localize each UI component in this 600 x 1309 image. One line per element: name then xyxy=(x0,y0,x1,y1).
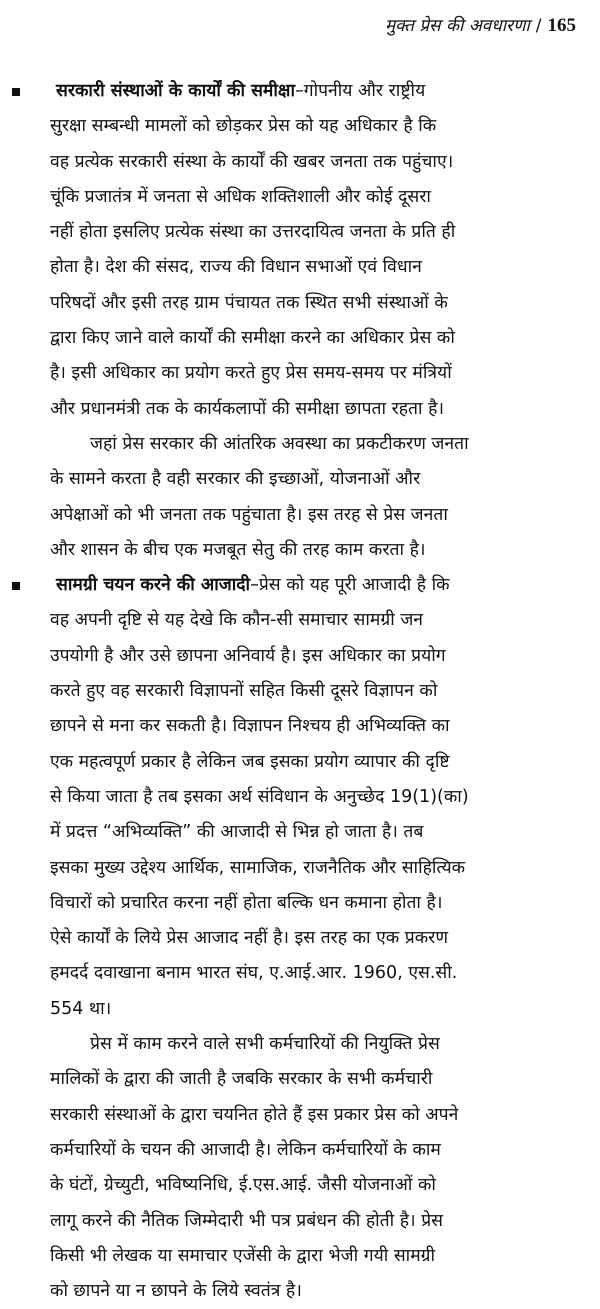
text-line: नहीं होता इसलिए प्रत्येक संस्था का उत्तरदायित्व जनता के प्रति ही xyxy=(50,222,456,243)
bullet-heading-selection: सामग्री चयन करने की आजादी xyxy=(56,575,251,596)
text-line: मालिकों के द्वारा की जाती है जबकि सरकार के सभी कर्मचारी xyxy=(50,1069,433,1090)
text-line: वह अपनी दृष्टि से यह देखे कि कौन-सी समाचार सामग्री जन xyxy=(50,610,424,631)
header-separator: / xyxy=(535,16,542,36)
text-line: एक महत्वपूर्ण प्रकार है लेकिन जब इसका प्रयोग व्यापार की दृष्टि xyxy=(50,751,450,772)
bullet-item-selection xyxy=(0,568,600,603)
text-line: के सामने करता है वही सरकार की इच्छाओं, योजनाओं और xyxy=(50,469,421,490)
text-line: उपयोगी है और उसे छापना अनिवार्य है। इस अधिकार का प्रयोग xyxy=(50,645,446,666)
text-line: वह प्रत्येक सरकारी संस्था के कार्यों की खबर जनता तक पहुंचाए। xyxy=(50,151,454,172)
text-line: को छापने या न छापने के लिये स्वतंत्र है। xyxy=(50,1281,302,1302)
square-bullet-icon xyxy=(12,582,20,590)
running-header-title: मुक्त प्रेस की अवधारणा xyxy=(385,16,530,36)
text-line: और प्रधानमंत्री तक के कार्यकलापों की समीक्षा छापता रहता है। xyxy=(50,398,445,419)
page-number: 165 xyxy=(547,15,576,36)
text-line: इसका मुख्य उद्देश्य आर्थिक, सामाजिक, राजनैतिक और साहित्यिक xyxy=(50,857,466,878)
text-line: सुरक्षा सम्बन्धी मामलों को छोड़कर प्रेस को यह अधिकार है कि xyxy=(50,116,437,137)
page-body xyxy=(0,74,600,1309)
text-line: के घंटों, ग्रेच्युटी, भविष्यनिधि, ई.एस.आई. जैसी योजनाओं को xyxy=(50,1175,436,1196)
text-line: –प्रेस को यह पूरी आजादी है कि xyxy=(250,575,450,596)
text-line: सरकारी संस्थाओं के द्वारा चयनित होते हैं इस प्रकार प्रेस को अपने xyxy=(50,1104,459,1125)
text-line: अपेक्षाओं को भी जनता तक पहुंचाता है। इस तरह से प्रेस जनता xyxy=(50,504,448,525)
text-line: कर्मचारियों के चयन की आजादी है। लेकिन कर्मचारियों के काम xyxy=(50,1139,441,1160)
text-line: छापने से मना कर सकती है। विज्ञापन निश्चय ही अभिव्यक्ति का xyxy=(50,716,450,737)
text-line: 554 था। xyxy=(50,998,112,1019)
bullet-heading-review: सरकारी संस्थाओं के कार्यों की समीक्षा xyxy=(56,81,295,101)
running-header xyxy=(385,14,576,38)
text-line: में प्रदत्त “अभिव्यक्ति” की आजादी से भिन्न हो जाता है। तब xyxy=(50,822,424,843)
text-line: परिषदों और इसी तरह ग्राम पंचायत तक स्थित सभी संस्थाओं के xyxy=(50,292,448,313)
text-line: –गोपनीय और राष्ट्रीय xyxy=(294,81,426,101)
text-line: हमदर्द दवाखाना बनाम भारत संघ, ए.आई.आर. 1960, एस.सी. xyxy=(50,963,458,984)
text-line: जहां प्रेस सरकार की आंतरिक अवस्था का प्रकटीकरण जनता xyxy=(90,433,469,454)
text-line: प्रेस में काम करने वाले सभी कर्मचारियों की नियुक्ति प्रेस xyxy=(90,1034,440,1055)
text-line: होता है। देश की संसद, राज्य की विधान सभाओं एवं विधान xyxy=(50,257,422,278)
text-line: है। इसी अधिकार का प्रयोग करते हुए प्रेस समय-समय पर मंत्रियों xyxy=(50,363,452,384)
square-bullet-icon xyxy=(12,88,20,96)
text-line: विचारों को प्रचारित करना नहीं होता बल्कि धन कमाना होता है। xyxy=(50,892,443,913)
bullet-item-review xyxy=(0,74,600,109)
text-line: चूंकि प्रजातंत्र में जनता से अधिक शक्तिशाली और कोई दूसरा xyxy=(50,186,431,207)
text-line: करते हुए वह सरकारी विज्ञापनों सहित किसी दूसरे विज्ञापन को xyxy=(50,681,438,702)
text-line: ऐसे कार्यों के लिये प्रेस आजाद नहीं है। इस तरह का एक प्रकरण xyxy=(50,928,448,949)
text-line: लागू करने की नैतिक जिम्मेदारी भी पत्र प्रबंधन की होती है। प्रेस xyxy=(50,1210,443,1231)
text-line: और शासन के बीच एक मजबूत सेतु की तरह काम करता है। xyxy=(50,539,426,560)
text-line: से किया जाता है तब इसका अर्थ संविधान के अनुच्छेद 19(1)(का) xyxy=(50,786,469,807)
text-line: किसी भी लेखक या समाचार एजेंसी के द्वारा भेजी गयी सामग्री xyxy=(50,1245,436,1266)
text-line: द्वारा किए जाने वाले कार्यों की समीक्षा करने का अधिकार प्रेस को xyxy=(50,328,455,349)
